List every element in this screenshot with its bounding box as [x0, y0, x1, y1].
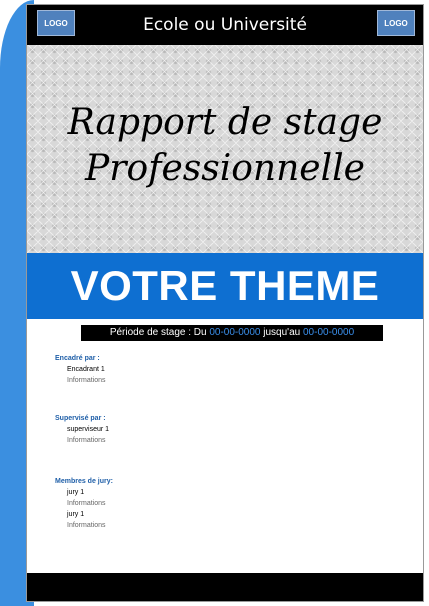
encadrant-name: Encadrant 1	[67, 366, 105, 373]
section-encadre	[55, 353, 106, 386]
report-title	[27, 100, 423, 192]
footer-bar	[27, 573, 423, 601]
jury-member-name: jury 1	[67, 489, 85, 496]
jury-member-info: Informations	[67, 522, 106, 529]
section-label: Supervisé par :	[55, 415, 106, 422]
cover-frame	[26, 4, 424, 602]
school-title: Ecole ou Université	[143, 15, 307, 35]
section-jury	[55, 476, 113, 531]
report-title-line-1: Rapport de stage	[67, 102, 383, 143]
period-start-date: 00-00-0000	[209, 327, 261, 338]
logo-left: LOGO	[37, 10, 75, 36]
jury-member-info: Informations	[67, 500, 106, 507]
logo-right: LOGO	[377, 10, 415, 36]
superviseur-info: Informations	[67, 437, 106, 444]
section-label: Encadré par :	[55, 355, 100, 362]
section-label: Membres de jury:	[55, 478, 113, 485]
jury-member-name: jury 1	[67, 511, 85, 518]
report-title-line-2: Professionnelle	[85, 148, 365, 189]
superviseur-name: superviseur 1	[67, 426, 110, 433]
theme-title: VOTRE THEME	[70, 262, 380, 309]
section-supervise	[55, 413, 109, 446]
internship-period	[81, 325, 383, 341]
header-bar	[27, 5, 423, 45]
period-end-date: 00-00-0000	[303, 327, 355, 338]
period-label: Période de stage : Du	[109, 327, 210, 338]
encadrant-info: Informations	[67, 377, 106, 384]
period-middle: jusqu'au	[260, 327, 303, 338]
theme-band	[27, 253, 423, 319]
